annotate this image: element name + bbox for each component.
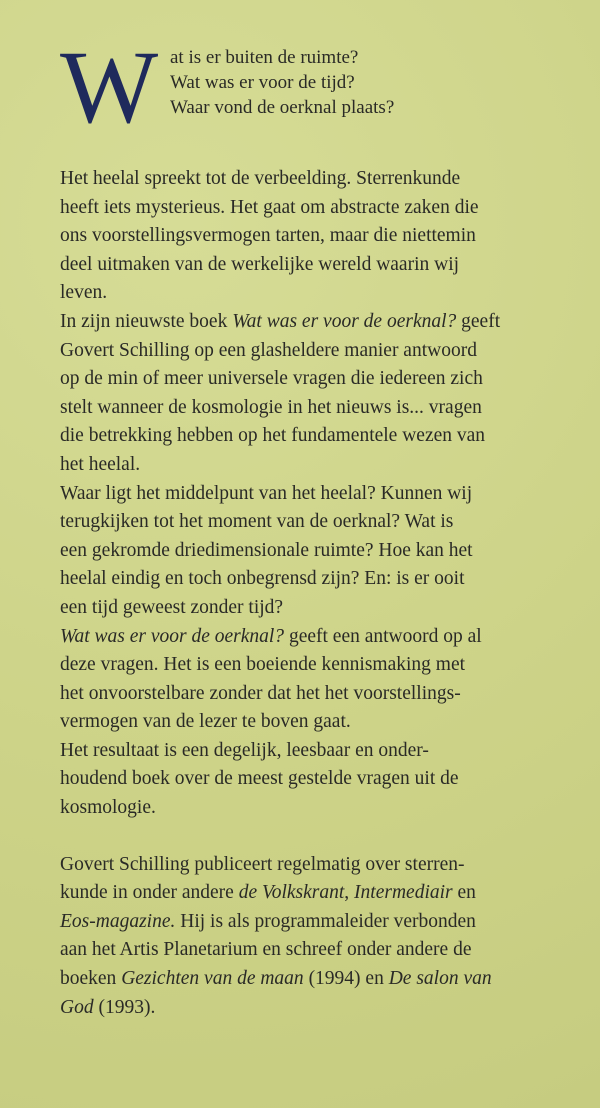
text-line bbox=[60, 794, 590, 823]
italic-title: Wat was er voor de oerknal? bbox=[60, 625, 285, 647]
italic-title: Eos-magazine. bbox=[60, 910, 176, 932]
text-segment: heelal eindig en toch onbegrensd zijn? En: is er ooit bbox=[60, 568, 465, 590]
text-line bbox=[60, 480, 590, 509]
text-line bbox=[60, 422, 590, 451]
text-segment: het onvoorstelbare zonder dat het het voorstellings- bbox=[60, 682, 461, 704]
intro-question-3: Waar vond de oerknal plaats? bbox=[170, 97, 395, 118]
text-segment: een tijd geweest zonder tijd? bbox=[60, 596, 284, 618]
text-line bbox=[60, 708, 590, 737]
text-segment: houdend boek over de meest gestelde vragen uit de bbox=[60, 768, 459, 790]
text-line bbox=[60, 451, 590, 480]
text-line bbox=[60, 680, 590, 709]
text-segment: Het heelal spreekt tot de verbeelding. Sterrenkunde bbox=[60, 168, 461, 189]
text-segment: een gekromde driedimensionale ruimte? Hoe kan het bbox=[60, 539, 473, 561]
text-segment: terugkijken tot het moment van de oerknal? Wat is bbox=[60, 511, 454, 533]
text-segment: Hij is als programmaleider verbonden bbox=[175, 910, 476, 932]
intro-question-1: at is er buiten de ruimte? bbox=[170, 47, 359, 68]
text-segment: leven. bbox=[60, 282, 108, 304]
text-line bbox=[60, 936, 590, 965]
italic-title: Gezichten van de maan bbox=[121, 968, 304, 990]
text-segment: kosmologie. bbox=[60, 797, 156, 819]
text-line bbox=[60, 994, 590, 1023]
text-line bbox=[60, 623, 590, 652]
drop-cap: W bbox=[60, 30, 159, 145]
text-segment: , bbox=[344, 882, 355, 904]
text-line bbox=[60, 651, 590, 680]
text-segment: en bbox=[452, 882, 476, 904]
text-line bbox=[60, 365, 590, 394]
text-line bbox=[60, 765, 590, 794]
text-line bbox=[60, 308, 590, 337]
text-segment: die betrekking hebben op het fundamentele wezen van bbox=[60, 425, 486, 447]
text-segment: deze vragen. Het is een boeiende kennismaking met bbox=[60, 654, 466, 676]
text-line bbox=[60, 537, 590, 566]
italic-title: Wat was er voor de oerknal? bbox=[232, 310, 457, 332]
text-line bbox=[60, 879, 590, 908]
text-segment: stelt wanneer de kosmologie in het nieuws is... vragen bbox=[60, 396, 482, 418]
text-segment: Govert Schilling publiceert regelmatig over sterren- bbox=[60, 853, 465, 875]
text-segment: kunde in onder andere bbox=[60, 882, 239, 904]
text-segment: vermogen van de lezer te boven gaat. bbox=[60, 711, 351, 733]
text-line bbox=[60, 508, 590, 537]
italic-title: de Volkskrant bbox=[238, 882, 345, 904]
text-line bbox=[60, 194, 590, 223]
text-segment: het heelal. bbox=[60, 453, 141, 475]
text-segment: Govert Schilling op een glasheldere manier antwoord bbox=[60, 339, 477, 361]
text-segment: op de min of meer universele vragen die iedereen zich bbox=[60, 368, 483, 390]
text-segment: (1993). bbox=[93, 996, 156, 1018]
text-line bbox=[60, 908, 590, 937]
text-line bbox=[60, 965, 590, 994]
paragraph-gap bbox=[60, 823, 590, 851]
intro-questions bbox=[60, 30, 580, 145]
text-segment: aan het Artis Planetarium en schreef onder andere de bbox=[60, 939, 472, 961]
text-segment: (1994) en bbox=[303, 968, 389, 990]
text-line bbox=[60, 394, 590, 423]
intro-question-2: Wat was er voor de tijd? bbox=[170, 72, 355, 93]
italic-title: God bbox=[60, 996, 94, 1018]
text-segment: heeft iets mysterieus. Het gaat om abstracte zaken die bbox=[60, 196, 479, 218]
text-line bbox=[60, 279, 590, 308]
text-segment: geeft een antwoord op al bbox=[284, 625, 482, 647]
text-line bbox=[60, 851, 590, 880]
text-line bbox=[60, 165, 590, 194]
text-segment: ons voorstellingsvermogen tarten, maar die niettemin bbox=[60, 225, 476, 247]
text-line bbox=[60, 337, 590, 366]
text-line bbox=[60, 737, 590, 766]
text-segment: geeft bbox=[456, 310, 501, 332]
text-segment: Het resultaat is een degelijk, leesbaar en onder- bbox=[60, 739, 429, 761]
text-line bbox=[60, 565, 590, 594]
text-segment: boeken bbox=[60, 968, 122, 990]
text-segment: deel uitmaken van de werkelijke wereld waarin wij bbox=[60, 253, 460, 275]
text-line bbox=[60, 594, 590, 623]
text-line bbox=[60, 222, 590, 251]
blurb-text bbox=[60, 165, 590, 1022]
text-line bbox=[60, 251, 590, 280]
text-segment: In zijn nieuwste boek bbox=[60, 310, 233, 332]
italic-title: Intermediair bbox=[354, 882, 453, 904]
italic-title: De salon van bbox=[388, 968, 492, 990]
text-segment: Waar ligt het middelpunt van het heelal? Kunnen wij bbox=[60, 482, 473, 504]
